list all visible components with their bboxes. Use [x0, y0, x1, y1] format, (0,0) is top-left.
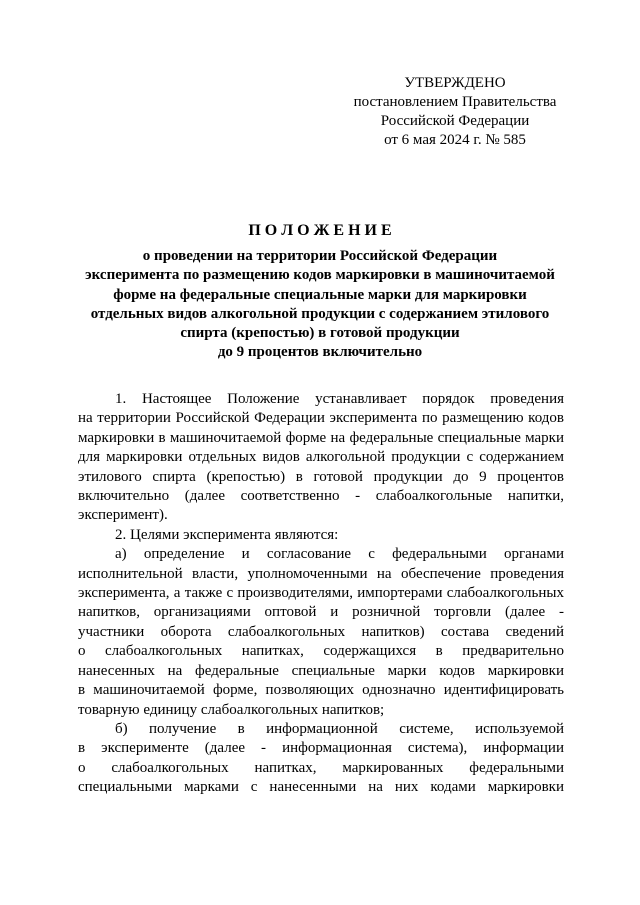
document-body [78, 390, 564, 798]
approval-line-federation: Российской Федерации [380, 113, 530, 129]
approval-line-decree: постановлением Правительства [353, 94, 557, 110]
text-line: исполнительной власти, уполномоченными на обеспечение проведения [78, 565, 564, 582]
text-line: о слабоалкогольных напитках, содержащихся в предварительно [78, 643, 564, 660]
approval-line-date-number: от 6 мая 2024 г. № 585 [384, 132, 526, 148]
document-title: П О Л О Ж Е Н И Е [248, 222, 392, 239]
title-line: о проведении на территории Российской Федерации [142, 248, 498, 264]
text-line: на территории Российской Федерации эксперимента по размещению кодов [78, 410, 564, 427]
title-line: отдельных видов алкогольной продукции с содержанием этилового [90, 305, 550, 322]
text-line: участники оборота слабоалкогольных напитков) состава сведений [78, 623, 564, 640]
text-line: эксперимент). [78, 507, 168, 524]
paragraph [78, 526, 564, 545]
paragraph [78, 390, 564, 526]
text-line: напитков, организациями оптовой и розничной торговли (далее - [78, 604, 564, 621]
text-line: в эксперименте (далее - информационная система), информации [78, 740, 564, 757]
text-line: а) определение и согласование с федеральными органами [115, 546, 564, 563]
text-line: товарную единицу слабоалкогольных напитков; [78, 701, 385, 718]
text-line: 1. Настоящее Положение устанавливает порядок проведения [115, 391, 564, 407]
text-line: о слабоалкогольных напитках, маркированных федеральными [78, 759, 564, 776]
title-line: форме на федеральные специальные марки для маркировки [113, 286, 527, 303]
title-line: до 9 процентов включительно [217, 344, 423, 361]
text-line: включительно (далее соответственно - слабоалкогольные напитки, [78, 488, 564, 505]
text-line: в машиночитаемой форме, позволяющих однозначно идентифицировать [78, 682, 564, 699]
document-subtitle [40, 247, 600, 363]
paragraph [78, 545, 564, 720]
text-line: маркировки в машиночитаемой форме на федеральные специальные марки [78, 429, 564, 446]
text-line: нанесенных на федеральные специальные марки кодов маркировки [78, 662, 564, 679]
text-line: 2. Целями эксперимента являются: [115, 526, 339, 543]
text-line: б) получение в информационной системе, используемой [115, 720, 564, 737]
text-line: эксперимента, а также с производителями, импортерами слабоалкогольных [78, 585, 564, 602]
text-line: для маркировки отдельных видов алкогольной продукции с содержанием [78, 449, 564, 466]
title-line: эксперимента по размещению кодов маркировки в машиночитаемой [85, 267, 555, 284]
text-line: специальными марками с нанесенными на них кодами маркировки [78, 779, 564, 796]
title-line: спирта (крепостью) в готовой продукции [180, 325, 460, 342]
approval-line-approved: УТВЕРЖДЕНО [404, 75, 506, 91]
title-block [40, 221, 600, 363]
approval-block [340, 74, 570, 150]
text-line: этилового спирта (крепостью) в готовой продукции до 9 процентов [78, 468, 564, 485]
paragraph [78, 720, 564, 798]
